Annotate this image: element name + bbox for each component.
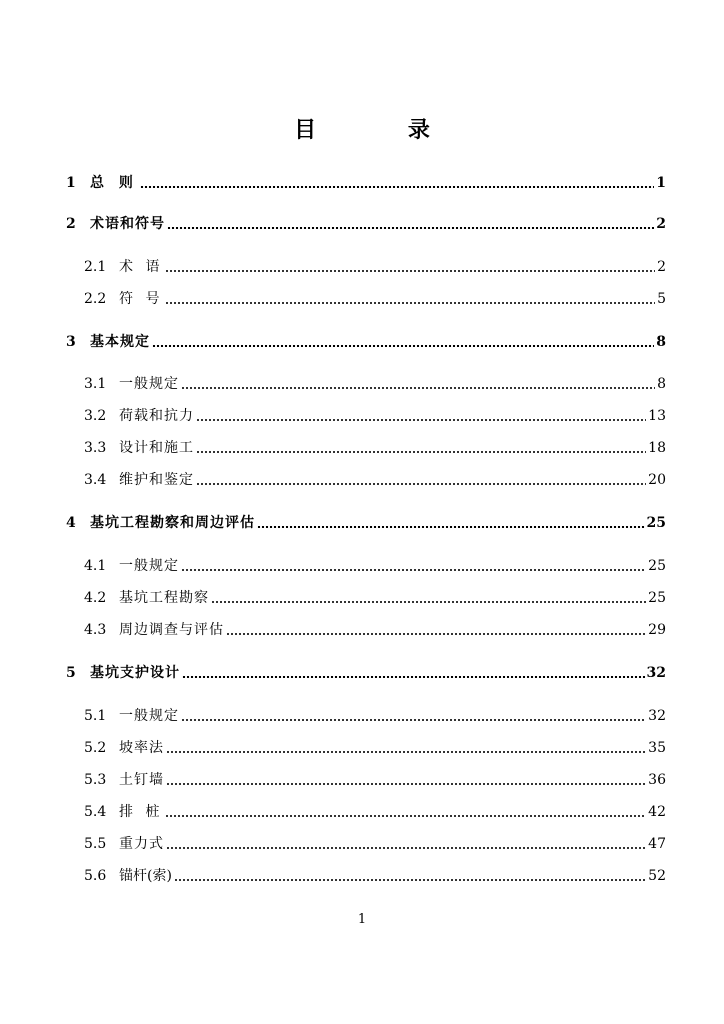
dot-leader xyxy=(167,227,654,229)
dot-leader xyxy=(196,483,646,485)
toc-entry-section-4-2[interactable] xyxy=(84,585,666,607)
toc-entry-number: 5.5 xyxy=(84,836,107,852)
toc-entry-number: 4.1 xyxy=(84,558,107,574)
toc-entry-section-5-1[interactable] xyxy=(84,703,666,725)
toc-entry-number: 1 xyxy=(66,175,76,191)
toc-entry-section-2-2[interactable] xyxy=(84,286,666,308)
toc-entry-label: 排 桩 xyxy=(119,804,164,820)
dot-leader xyxy=(211,601,646,603)
dot-leader xyxy=(165,302,655,304)
toc-entry-section-5-4[interactable] xyxy=(84,799,666,821)
dot-leader xyxy=(182,676,645,678)
toc-entry-number: 2.1 xyxy=(84,259,107,275)
toc-entry-section-2-1[interactable] xyxy=(84,254,666,276)
toc-entry-page: 5 xyxy=(657,291,666,307)
dot-leader xyxy=(166,783,646,785)
toc-entry-label: 基本规定 xyxy=(90,334,150,350)
toc-entry-chapter-1[interactable] xyxy=(66,170,666,192)
page-title: 目 录 xyxy=(294,117,472,143)
dot-leader xyxy=(165,815,646,817)
toc-entry-page: 8 xyxy=(657,376,666,392)
toc-entry-number: 5.3 xyxy=(84,772,107,788)
dot-leader xyxy=(166,847,646,849)
dot-leader xyxy=(181,719,646,721)
toc-entry-chapter-2[interactable] xyxy=(66,211,666,233)
toc-entry-number: 5 xyxy=(66,665,76,681)
toc-entry-page: 13 xyxy=(648,408,666,424)
toc-entry-label: 周边调查与评估 xyxy=(119,622,224,638)
toc-entry-page: 1 xyxy=(656,175,666,191)
toc-entry-page: 25 xyxy=(646,515,666,531)
toc-entry-number: 4 xyxy=(66,515,76,531)
toc-entry-label: 坡率法 xyxy=(119,740,164,756)
toc-entry-page: 52 xyxy=(648,868,666,884)
toc-entry-label: 一般规定 xyxy=(119,708,179,724)
toc-entry-page: 32 xyxy=(648,708,666,724)
toc-entry-number: 4.2 xyxy=(84,590,107,606)
toc-entry-label: 术 语 xyxy=(119,259,164,275)
toc-entry-number: 3.2 xyxy=(84,408,107,424)
toc-entry-number: 2.2 xyxy=(84,291,107,307)
dot-leader xyxy=(166,751,646,753)
toc-entry-number: 3.1 xyxy=(84,376,107,392)
toc-entry-chapter-3[interactable] xyxy=(66,329,666,351)
toc-entry-number: 5.4 xyxy=(84,804,107,820)
toc-entry-number: 2 xyxy=(66,216,76,232)
toc-entry-chapter-4[interactable] xyxy=(66,510,666,532)
toc-entry-page: 25 xyxy=(648,558,666,574)
dot-leader xyxy=(226,633,646,635)
toc-entry-label: 重力式 xyxy=(119,836,164,852)
dot-leader xyxy=(196,419,646,421)
toc-entry-section-5-5[interactable] xyxy=(84,831,666,853)
toc-entry-number: 3.3 xyxy=(84,440,107,456)
toc-entry-section-5-2[interactable] xyxy=(84,735,666,757)
toc-entry-label: 基坑工程勘察和周边评估 xyxy=(90,515,255,531)
toc-entry-label: 土钉墙 xyxy=(119,772,164,788)
toc-entry-number: 3 xyxy=(66,334,76,350)
toc-entry-chapter-5[interactable] xyxy=(66,660,666,682)
toc-entry-section-4-1[interactable] xyxy=(84,553,666,575)
toc-entry-page: 35 xyxy=(648,740,666,756)
toc-entry-number: 5.2 xyxy=(84,740,107,756)
toc-entry-label: 一般规定 xyxy=(119,558,179,574)
dot-leader xyxy=(257,526,645,528)
toc-entry-page: 2 xyxy=(656,216,666,232)
dot-leader xyxy=(181,569,646,571)
toc-entry-section-3-1[interactable] xyxy=(84,371,666,393)
toc-entry-page: 20 xyxy=(648,472,666,488)
toc-entry-section-3-3[interactable] xyxy=(84,435,666,457)
toc-entry-label: 基坑支护设计 xyxy=(90,665,180,681)
toc-entry-number: 4.3 xyxy=(84,622,107,638)
toc-entry-label: 基坑工程勘察 xyxy=(119,590,209,606)
toc-entry-page: 8 xyxy=(656,334,666,350)
toc-entry-label: 一般规定 xyxy=(119,376,179,392)
toc-entry-label: 术语和符号 xyxy=(90,216,165,232)
toc-entry-number: 3.4 xyxy=(84,472,107,488)
dot-leader xyxy=(181,387,655,389)
dot-leader xyxy=(140,186,654,188)
toc-entry-page: 18 xyxy=(648,440,666,456)
toc-entry-section-3-4[interactable] xyxy=(84,467,666,489)
toc-entry-number: 5.1 xyxy=(84,708,107,724)
toc-entry-page: 29 xyxy=(648,622,666,638)
dot-leader xyxy=(152,345,654,347)
toc-entry-label: 锚杆(索) xyxy=(119,868,172,884)
toc-entry-section-4-3[interactable] xyxy=(84,617,666,639)
toc-entry-page: 36 xyxy=(648,772,666,788)
toc-entry-section-5-6[interactable] xyxy=(84,863,666,885)
toc-entry-section-5-3[interactable] xyxy=(84,767,666,789)
dot-leader xyxy=(174,879,646,881)
toc-entry-page: 42 xyxy=(648,804,666,820)
toc-entry-section-3-2[interactable] xyxy=(84,403,666,425)
toc-entry-page: 2 xyxy=(657,259,666,275)
dot-leader xyxy=(196,451,646,453)
toc-entry-label: 荷载和抗力 xyxy=(119,408,194,424)
toc-entry-label: 维护和鉴定 xyxy=(119,472,194,488)
toc-entry-page: 25 xyxy=(648,590,666,606)
toc-entry-number: 5.6 xyxy=(84,868,107,884)
footer-page-number: 1 xyxy=(357,912,367,927)
toc-entry-label: 设计和施工 xyxy=(119,440,194,456)
toc-entry-page: 32 xyxy=(646,665,666,681)
toc-entry-page: 47 xyxy=(648,836,666,852)
dot-leader xyxy=(165,270,655,272)
toc-entry-label: 符 号 xyxy=(119,291,164,307)
toc-entry-label: 总 则 xyxy=(90,175,138,191)
